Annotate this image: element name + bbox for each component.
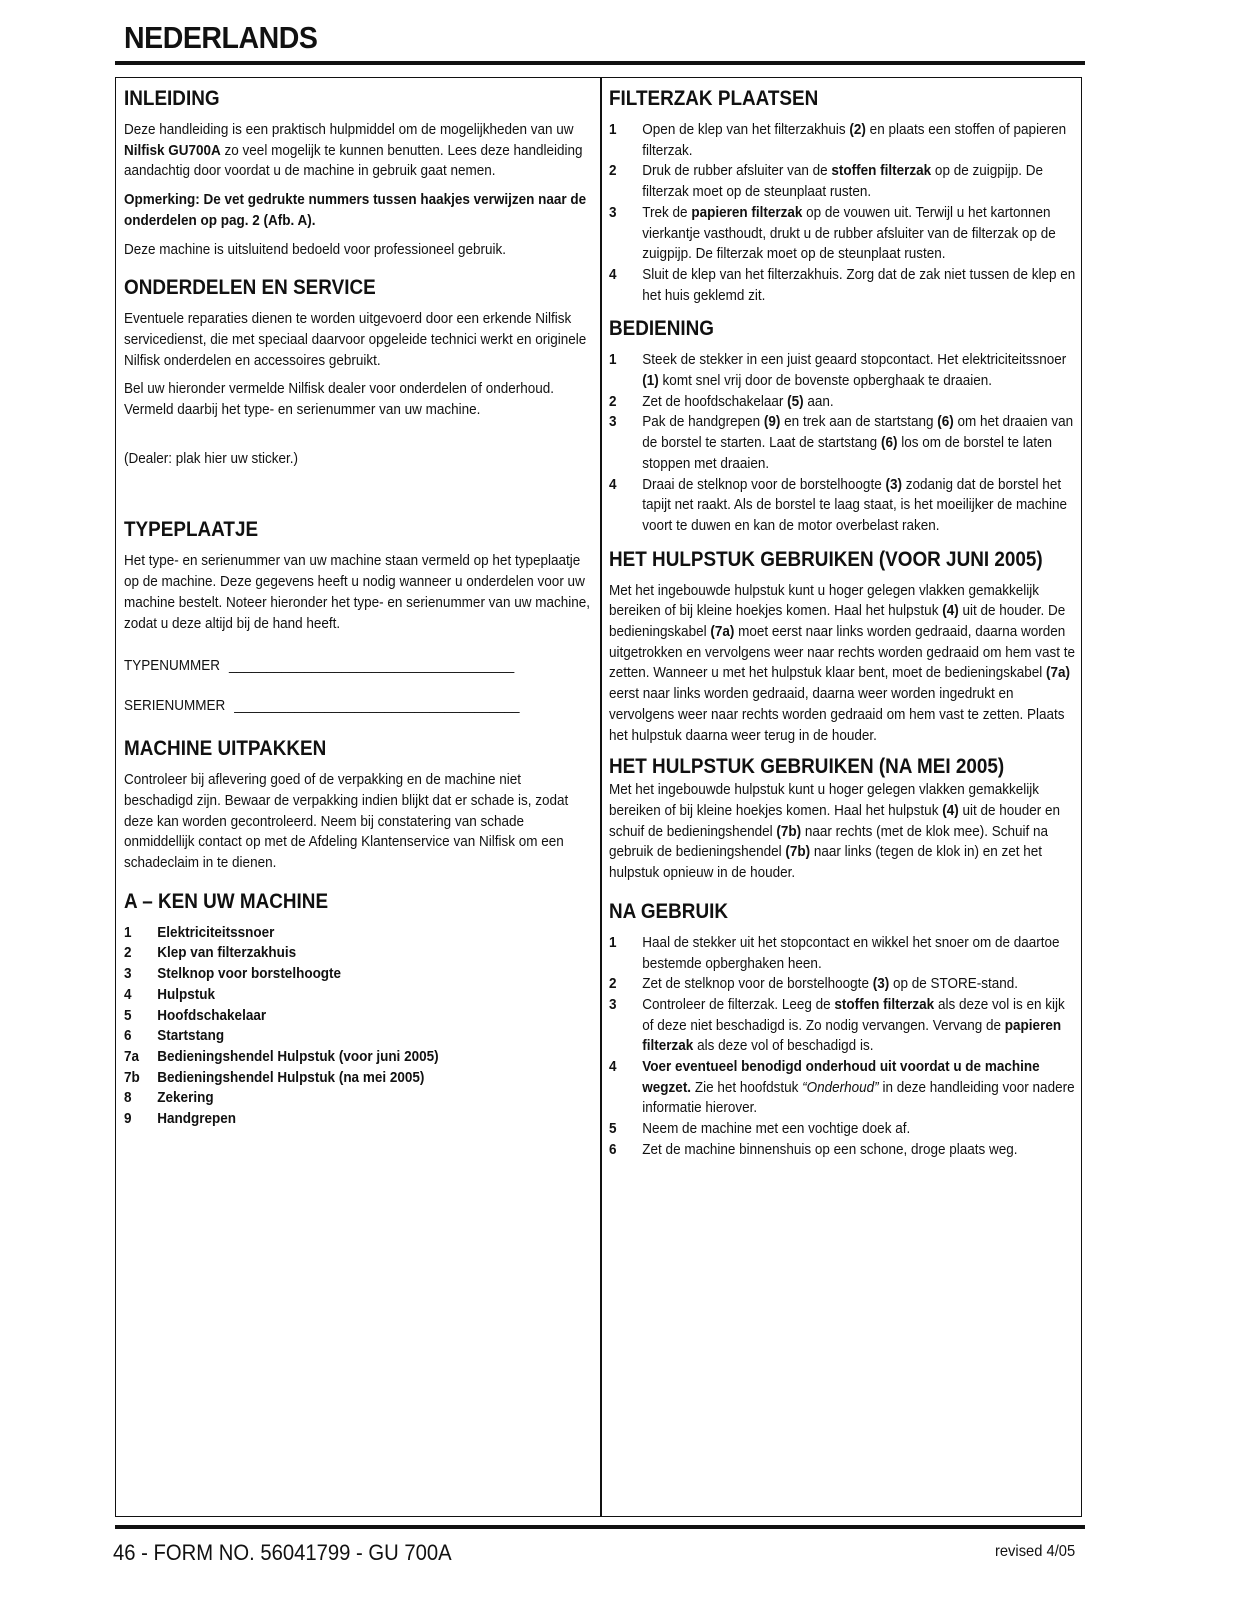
list-item: 2 Zet de hoofdschakelaar (5) aan.: [609, 392, 834, 410]
inleiding-note: Opmerking: De vet gedrukte nummers tussen haakjes verwijzen naar de onderdelen op pag. 2 (Afb. A).: [124, 191, 587, 229]
list-item: 8 Zekering: [124, 1089, 214, 1107]
serienummer-label: SERIENUMMER: [124, 697, 226, 715]
typenummer-field: [124, 656, 594, 676]
list-item: 3 Trek de papieren filterzak op de vouwen uit. Terwijl u het kartonnen vierkantje vasthoudt, drukt u de rubber afsluiter van de filterzak op de zuigpijp. De filterzak moet op de steunplaat rusten.: [609, 203, 1056, 263]
serienummer-blank: ______________________________________: [234, 697, 520, 715]
hulpstuk-na-paragraph: Met het ingebouwde hulpstuk kunt u hoger gelegen vlakken gemakkelijk bereiken of bij kleine hoekjes komen. Haal het hulpstuk (4) uit de houder en schuif de bedieningshendel (7b) naar rechts (met de klok mee). Schuif na gebruik de bedieningshendel (7b) naar links (tegen de klok in) en zet het hulpstuk opnieuw in de houder.: [609, 781, 1061, 882]
typeplaatje-paragraph: Het type- en serienummer van uw machine staan vermeld op het typeplaatje op de machine. Deze gegevens heeft u nodig wanneer u onderdelen voor uw machine bestelt. Noteer hieronder het type- en serienummer van uw machine, zodat u deze altijd bij de hand heeft.: [124, 552, 590, 632]
footer-rule: [115, 1525, 1085, 1529]
list-item: 9 Handgrepen: [124, 1110, 237, 1128]
list-item: 4 Hulpstuk: [124, 985, 216, 1003]
column-divider: [600, 77, 602, 1517]
header-rule: [115, 61, 1085, 65]
bediening-steps: [609, 350, 1076, 536]
onderdelen-paragraph-2: Bel uw hieronder vermelde Nilfisk dealer voor onderdelen of onderhoud. Vermeld daarbij het type- en serienummer van uw machine.: [124, 380, 555, 419]
list-item: 1 Elektriciteitssnoer: [124, 923, 275, 941]
list-item: 6 Zet de machine binnenshuis op een schone, droge plaats weg.: [609, 1140, 1018, 1158]
list-item: 4 Voer eventueel benodigd onderhoud uit voordat u de machine wegzet. Zie het hoofdstuk “Onderhoud” in deze handleiding voor nadere informatie hierover.: [609, 1058, 1075, 1117]
inleiding-professional: Deze machine is uitsluitend bedoeld voor professioneel gebruik.: [124, 240, 506, 258]
page-title: NEDERLANDS: [124, 20, 318, 55]
list-item: 2 Druk de rubber afsluiter van de stoffen filterzak op de zuigpijp. De filterzak moet op de steunplaat rusten.: [609, 162, 1044, 201]
section-title-filterzak: FILTERZAK PLAATSEN: [609, 87, 819, 110]
section-title-inleiding: INLEIDING: [124, 87, 220, 110]
section-title-onderdelen: ONDERDELEN EN SERVICE: [124, 276, 376, 300]
parts-list: [124, 923, 594, 1130]
list-item: 1 Open de klep van het filterzakhuis (2) en plaats een stoffen of papieren filterzak.: [609, 121, 1067, 159]
list-item: 2 Zet de stelknop voor de borstelhoogte (3) op de STORE-stand.: [609, 975, 1019, 993]
list-item: 4 Sluit de klep van het filterzakhuis. Zorg dat de zak niet tussen de klep en het huis geklemd zit.: [609, 265, 1076, 304]
list-item: 5 Neem de machine met een vochtige doek af.: [609, 1120, 911, 1138]
right-column: [609, 86, 1076, 1171]
list-item: 1 Steek de stekker in een juist geaard stopcontact. Het elektriciteitssnoer (1) komt snel vrij door de bovenste opberghaak te draaien.: [609, 351, 1067, 390]
section-title-typeplaatje: TYPEPLAATJE: [124, 518, 259, 542]
section-title-bediening: BEDIENING: [609, 317, 715, 341]
list-item: 6 Startstang: [124, 1027, 225, 1045]
section-title-uitpakken: MACHINE UITPAKKEN: [124, 737, 327, 761]
footer-form-number: 46 - FORM NO. 56041799 - GU 700A: [113, 1540, 452, 1565]
hulpstuk-voor-paragraph: Met het ingebouwde hulpstuk kunt u hoger gelegen vlakken gemakkelijk bereiken of bij kleine hoekjes komen. Haal het hulpstuk (4) uit de houder. De bedieningskabel (7a) moet eerst naar links worden gedraaid, daarna worden uitgetrokken en vervolgens weer naar rechts worden gedraaid om hem vast te zetten. Wanneer u met het hulpstuk klaar bent, moet de bedieningskabel (7a) eerst naar links worden gedraaid, daarna weer worden ingedrukt en vervolgens weer naar rechts worden gedraaid om hem vast te zetten. Plaats het hulpstuk daarna weer terug in de houder.: [609, 581, 1076, 744]
list-item: 2 Klep van filterzakhuis: [124, 944, 297, 962]
dealer-sticker-note: (Dealer: plak hier uw sticker.): [124, 449, 299, 467]
list-item: 7b Bedieningshendel Hulpstuk (na mei 2005): [124, 1068, 425, 1086]
list-item: 7a Bedieningshendel Hulpstuk (voor juni 2005): [124, 1047, 439, 1065]
section-title-na-gebruik: NA GEBRUIK: [609, 899, 729, 923]
na-gebruik-steps: [609, 933, 1076, 1161]
typenummer-label: TYPENUMMER: [124, 657, 221, 675]
left-column: [124, 86, 594, 1140]
list-item: 3 Controleer de filterzak. Leeg de stoffen filterzak als deze vol is en kijk of deze niet beschadigd is. Zo nodig vervangen. Vervang de papieren filterzak als deze vol of beschadigd is.: [609, 995, 1065, 1055]
typenummer-blank: ______________________________________: [229, 657, 515, 675]
list-item: 3 Pak de handgrepen (9) en trek aan de startstang (6) om het draaien van de borstel te starten. Laat de startstang (6) los om de borstel te laten stoppen met draaien.: [609, 413, 1074, 472]
onderdelen-paragraph-1: Eventuele reparaties dienen te worden uitgevoerd door een erkende Nilfisk servicedienst, die met speciaal daarvoor opgeleide technici werkt en originele Nilfisk onderdelen en accessoires gebruikt.: [124, 310, 587, 369]
section-title-hulpstuk-voor: HET HULPSTUK GEBRUIKEN (VOOR JUNI 2005): [609, 547, 1043, 571]
footer-revision: revised 4/05: [994, 1543, 1075, 1560]
uitpakken-paragraph: Controleer bij aflevering goed of de verpakking en de machine niet beschadigd zijn. Bewaar de verpakking indien blijkt dat er schade is, zodat deze kan worden gecontroleerd. Neem bij constatering van schade onmiddellijk contact op met de Afdeling Klantenservice van Nilfisk om een schadeclaim in te dienen.: [124, 771, 569, 872]
list-item: 1 Haal de stekker uit het stopcontact en wikkel het snoer om de daartoe bestemde opberghaken heen.: [609, 933, 1060, 972]
section-title-ken-uw-machine: A – KEN UW MACHINE: [124, 889, 329, 913]
list-item: 5 Hoofdschakelaar: [124, 1006, 267, 1024]
filterzak-steps: [609, 120, 1076, 306]
serienummer-field: [124, 696, 594, 716]
list-item: 3 Stelknop voor borstelhoogte: [124, 965, 342, 983]
inleiding-paragraph: Deze handleiding is een praktisch hulpmiddel om de mogelijkheden van uw Nilfisk GU700A zo veel mogelijk te kunnen benutten. Lees deze handleiding aandachtig door voordat u de machine in gebruik gaat nemen.: [124, 121, 583, 180]
list-item: 4 Draai de stelknop voor de borstelhoogte (3) zodanig dat de borstel het tapijt net raakt. Als de borstel te laag staat, is het moeilijker de machine voort te duwen en kan de motor overbelast raken.: [609, 475, 1068, 534]
section-title-hulpstuk-na: HET HULPSTUK GEBRUIKEN (NA MEI 2005): [609, 755, 1005, 779]
